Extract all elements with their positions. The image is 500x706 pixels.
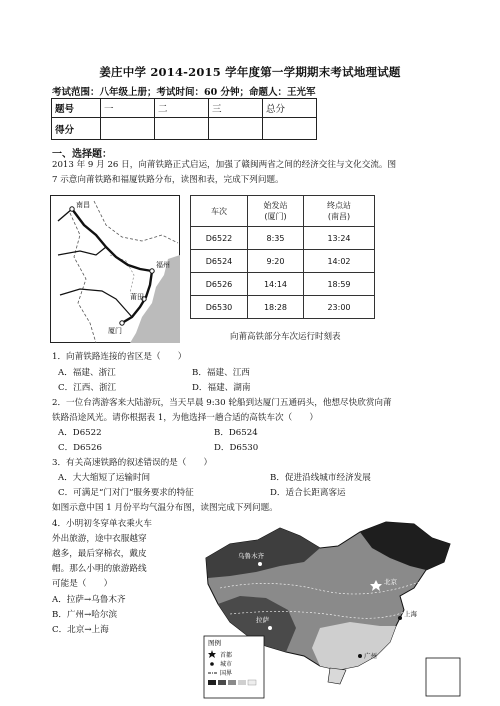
q2-option-b[interactable]: B．D6524 [214,428,258,438]
city-shanghai: 上海 [404,610,417,618]
table-row [191,227,375,250]
table-row [191,296,375,319]
city-lhasa: 拉萨 [256,616,269,624]
q1-option-c[interactable]: C．江西、浙江 [58,383,117,393]
timetable-cell: 23:00 [304,296,375,319]
table-row [191,273,375,296]
timetable-cell: 14:14 [248,273,304,296]
city-guangzhou-marker [358,654,362,658]
legend-swatch [238,680,246,685]
timetable-cell: D6526 [191,273,248,296]
question-1-stem: 1．向莆铁路连接的省区是（ ） [52,352,187,362]
city-putian: 莆田 [130,293,144,301]
q1-option-a[interactable]: A．福建、浙江 [58,368,116,378]
south-sea-inset [426,658,460,696]
score-cell[interactable] [155,118,209,140]
timetable-header-terminus-text: 终点站 (南昌) [327,201,351,221]
score-cell[interactable] [263,118,317,140]
score-table [51,98,317,140]
timetable-header-terminus [304,196,375,227]
q2-option-a[interactable]: A．D6522 [58,428,102,438]
legend-city: 城市 [220,661,233,668]
city-guangzhou: 广州 [364,652,377,660]
timetable-caption: 向莆高铁部分车次运行时刻表 [230,332,341,342]
legend-swatch [248,680,256,685]
q3-option-b[interactable]: B．促进沿线城市经济发展 [270,473,371,483]
q4-option-b[interactable]: B．广州→哈尔滨 [52,610,118,620]
legend-city-icon [210,662,214,666]
q3-option-d[interactable]: D．适合长距离客运 [270,488,346,498]
legend-swatch [218,680,226,685]
question-4-line-5: 可能是（ ） [52,579,113,589]
timetable-cell: D6522 [191,227,248,250]
january-temperature-map [200,518,465,700]
question-4-line-2: 外出旅游，途中衣服越穿 [52,534,147,544]
score-header-2: 二 [155,99,209,118]
city-nanchang: 南昌 [76,201,90,209]
score-header-total: 总分 [263,99,317,118]
city-urumqi-marker [258,562,262,566]
score-cell[interactable] [209,118,263,140]
timetable-header-train: 车次 [191,196,248,227]
city-fuzhou-marker [150,269,154,273]
question-4-line-4: 帽。那么小明的旅游路线 [52,564,147,574]
exam-scope: 考试范围：八年级上册；考试时间：60 分钟；命题人：王光军 [52,87,316,98]
q1-option-d[interactable]: D．福建、湖南 [192,383,251,393]
legend-capital: 首都 [220,652,233,659]
q4-option-c[interactable]: C．北京→上海 [52,625,109,635]
score-cell[interactable] [101,118,155,140]
score-header-3: 三 [209,99,263,118]
city-urumqi: 乌鲁木齐 [238,552,264,560]
question-2-stem-line-1: 2．一位台湾游客来大陆游玩，当天早晨 9:30 轮船到达厦门五通码头，他想尽快欣赏向莆 [52,398,392,408]
question-3-stem: 3．有关高速铁路的叙述错误的是（ ） [52,458,213,468]
railway-map [50,195,180,343]
score-row-label: 得分 [52,118,101,140]
timetable-cell: 8:35 [248,227,304,250]
city-shanghai-marker [398,616,402,620]
timetable-cell: D6524 [191,250,248,273]
city-nanchang-marker [70,207,74,211]
legend-swatch [208,680,216,685]
city-fuzhou: 福州 [156,261,170,269]
score-header-label: 题号 [52,99,101,118]
city-xiamen-marker [120,321,124,325]
legend-title: 图例 [208,639,221,647]
question-4-line-1: 4．小明初冬穿单衣乘火车 [52,519,152,529]
question-2-stem-line-2: 铁路沿途风光。请你根据表 1，为他选择一趟合适的高铁车次（ ） [52,413,319,423]
timetable-cell: 18:59 [304,273,375,296]
q4-option-a[interactable]: A．拉萨→乌鲁木齐 [52,595,126,605]
map-intro: 如图示意中国 1 月份平均气温分布图，读图完成下列问题。 [52,503,278,513]
timetable-cell: 9:20 [248,250,304,273]
q3-option-a[interactable]: A．大大缩短了运输时间 [58,473,151,483]
q3-option-c[interactable]: C．可满足“门对门”服务要求的特征 [58,488,194,498]
table-row [191,250,375,273]
timetable-header-origin [248,196,304,227]
score-header-1: 一 [101,99,155,118]
q2-option-d[interactable]: D．D6530 [214,443,259,453]
intro-line-2: 7 示意向莆铁路和福厦铁路分布，读图和表，完成下列问题。 [52,175,284,185]
city-beijing: 北京 [384,578,397,586]
timetable-header-origin-text: 始发站 (厦门) [263,201,288,221]
legend-swatch [228,680,236,685]
section-heading: 一、选择题： [52,149,112,160]
exam-title: 姜庄中学 2014-2015 学年度第一学期期末考试地理试题 [99,65,401,79]
q1-option-b[interactable]: B．福建、江西 [192,368,250,378]
intro-line-1: 2013 年 9 月 26 日，向莆铁路正式启运，加强了赣闽两省之间的经济交往与文化交流。图 [52,160,397,170]
q2-option-c[interactable]: C．D6526 [58,443,102,453]
train-timetable [190,195,375,319]
timetable-cell: 18:28 [248,296,304,319]
question-4-line-3: 越多，最后穿棉衣，戴皮 [52,549,147,559]
timetable-cell: 14:02 [304,250,375,273]
city-xiamen: 厦门 [108,327,122,335]
city-lhasa-marker [268,626,272,630]
timetable-cell: 13:24 [304,227,375,250]
timetable-cell: D6530 [191,296,248,319]
legend-border: 国界 [220,670,233,677]
